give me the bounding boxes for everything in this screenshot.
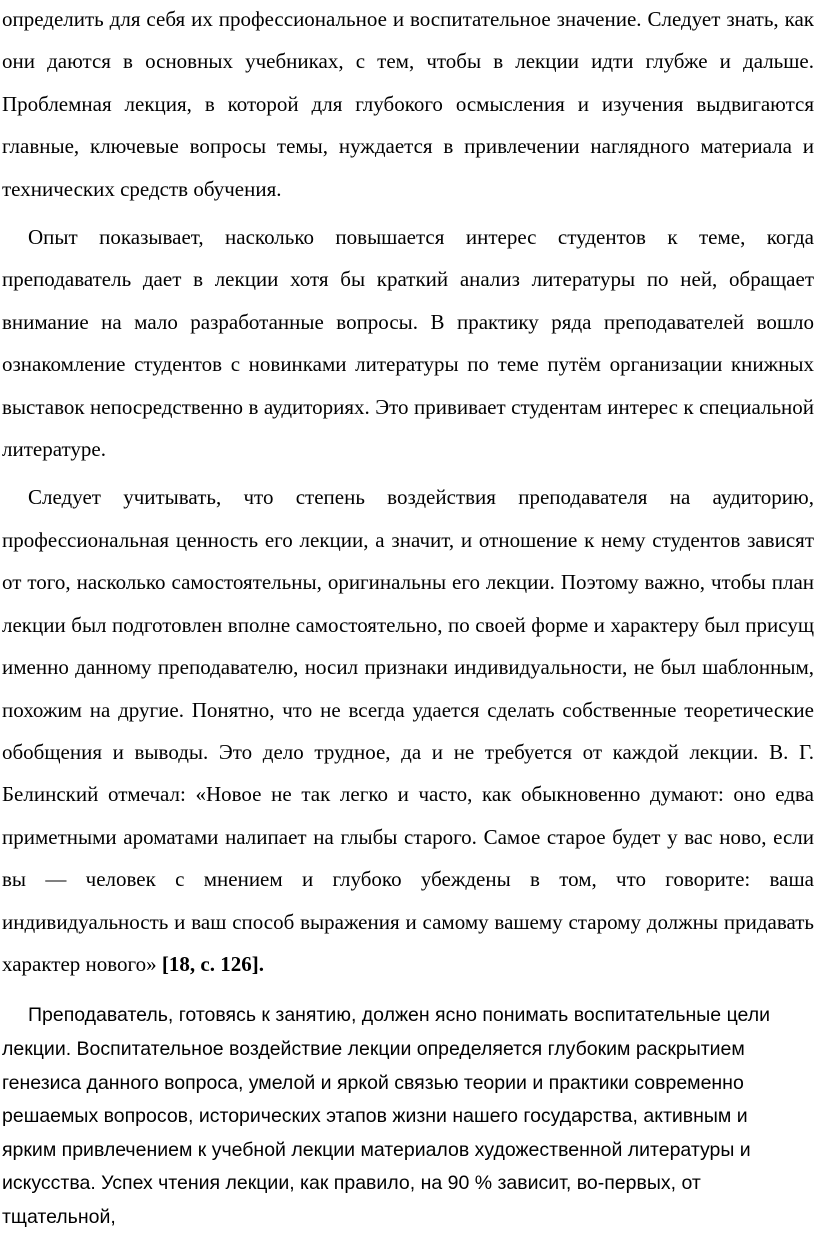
- paragraph-3-text: Следует учитывать, что степень воздействия преподавателя на аудиторию, профессиональная ценность его лекции, а значит, и отношение к нему студентов зависят от того, насколько самостоятельны, оригинальны его лекции. Поэтому важно, чтобы план лекции был подготовлен вполне самостоятельно, по своей форме и характеру был присущ именно данному преподавателю, носил признаки индивидуальности, не был шаблонным, похожим на другие. Понятно, что не всегда удается сделать собственные теоретические обобщения и выводы. Это дело трудное, да и не требуется от каждой лекции. В. Г. Белинский отмечал: «Новое не так легко и часто, как обыкновенно думают: оно едва приметными ароматами налипает на глыбы старого. Самое старое будет у вас ново, если вы — человек с мнением и глубоко убеждены в том, что говорите: ваша индивидуальность и ваш способ выражения и самому вашему старому должны придавать характер нового»: [2, 485, 814, 976]
- paragraph-2: Опыт показывает, насколько повышается интерес студентов к теме, когда преподаватель дает в лекции хотя бы краткий анализ литературы по ней, обращает внимание на мало разработанные вопросы. В практику ряда преподавателей вошло ознакомление студентов с новинками литературы по теме путём организации книжных выставок непосредственно в аудиториях. Это прививает студентам интерес к специальной литературе.: [2, 225, 814, 462]
- paragraph-4: Преподаватель, готовясь к занятию, должен ясно понимать воспитательные цели лекции. Воспитательное воздействие лекции определяется глубоким раскрытием генезиса данного вопроса, умелой и яркой связью теории и практики современно решаемых вопросов, исторических этапов жизни нашего государства, активным и ярким привлечением к учебной лекции материалов художественной литературы и искусства. Успех чтения лекции, как правило, на 90 % зависит, во-первых, от тщательной,: [2, 1004, 770, 1228]
- paragraph-3: [2, 476, 814, 985]
- citation-reference: [18, с. 126].: [161, 951, 264, 976]
- paragraph-1: определить для себя их профессиональное и воспитательное значение. Следует знать, как они даются в основных учебниках, с тем, чтобы в лекции идти глубже и дальше. Проблемная лекция, в которой для глубокого осмысления и изучения выдвигаются главные, ключевые вопросы темы, нуждается в привлечении наглядного материала и технических средств обучения.: [2, 7, 814, 201]
